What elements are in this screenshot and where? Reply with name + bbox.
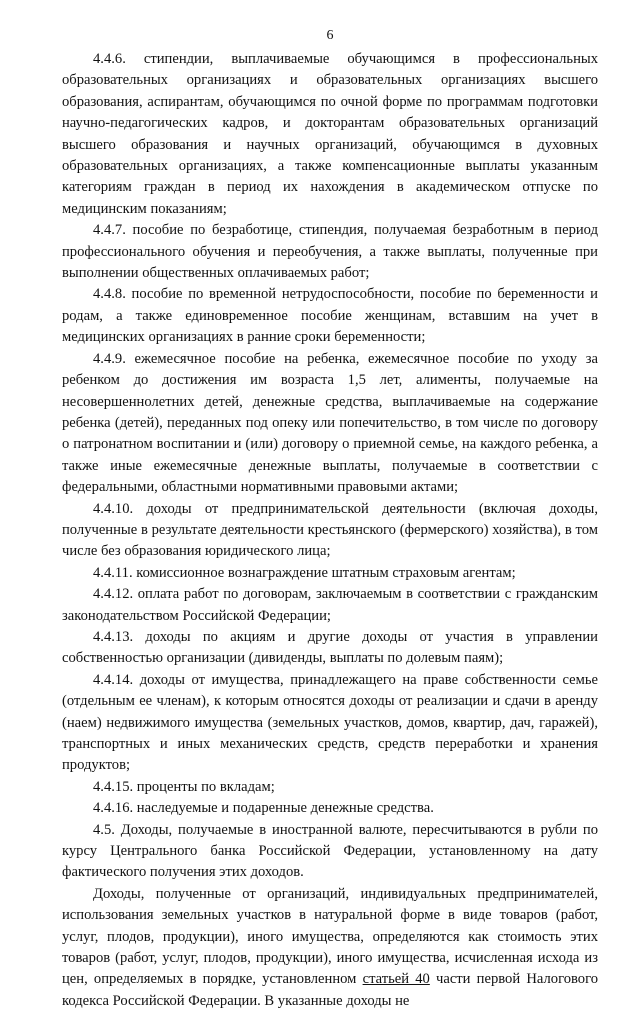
paragraph-natural-income — [62, 884, 598, 1012]
paragraph-4-4-16: 4.4.16. наследуемые и подаренные денежные средства. — [93, 800, 434, 817]
paragraph-4-4-8: 4.4.8. пособие по временной нетрудоспособности, пособие по беременности и родам, а также единовременное пособие женщинам, вставшим на учет в медицинских организациях в ранние сроки беременности; — [62, 286, 598, 346]
paragraph-4-4-11: 4.4.11. комиссионное вознаграждение штатным страховым агентам; — [93, 564, 516, 581]
paragraph-4-4-14: 4.4.14. доходы от имущества, принадлежащего на праве собственности семье (отдельным ее членам), к которым относятся доходы от реализации и сдачи в аренду (наем) недвижимого имущества (земельных участков, домов, квартир, дач, гаражей), транспортных и иных механических средств, средств переработки и хранения продуктов; — [62, 671, 598, 774]
paragraph-4-4-9: 4.4.9. ежемесячное пособие на ребенка, ежемесячное пособие по уходу за ребенком до достижения им возраста 1,5 лет, алименты, получаемые на несовершеннолетних детей, денежные средства, выплачиваемые на содержание ребенка (детей), переданных под опеку или попечительство, в том числе по договору о патронатном воспитании и (или) договору о приемной семье, на каждого ребенка, а также иные ежемесячные денежные выплаты, получаемые в соответствии с федеральными, областными нормативными правовыми актами; — [62, 350, 598, 496]
tax-code-article-link[interactable]: статьей 40 — [362, 971, 430, 988]
paragraph-4-4-7: 4.4.7. пособие по безработице, стипендия, получаемая безработным в период профессионального обучения и переобучения, а также выплаты, полученные при выполнении общественных оплачиваемых работ; — [62, 222, 598, 282]
paragraph-4-4-6: 4.4.6. стипендии, выплачиваемые обучающимся в профессиональных образовательных организациях и образовательных организациях высшего образования, аспирантам, обучающимся по очной форме по программам подготовки научно-педагогических кадров, и докторантам образовательных организаций высшего образования и научных организаций, обучающимся в духовных образовательных организациях, а также компенсационные выплаты указанным категориям граждан в период их нахождения в академическом отпуске по медицинским показаниям; — [62, 51, 598, 217]
paragraph-4-4-15: 4.4.15. проценты по вкладам; — [93, 778, 275, 795]
paragraph-text-before-link: Доходы, полученные от организаций, индивидуальных предпринимателей, использования земельных участков в натуральной форме в виде товаров (работ, услуг, плодов, продукции), иного имущества, определяются как стоимость этих товаров (работ, услуг, плодов, продукции), иного имущества, исчисленная исхода из цен, определяемых в порядке, установленном — [62, 885, 598, 988]
page-number: 6 — [326, 28, 334, 43]
paragraph-4-4-10: 4.4.10. доходы от предпринимательской деятельности (включая доходы, полученные в результате деятельности крестьянского (фермерского) хозяйства), в том числе без образования юридического лица; — [62, 500, 598, 560]
paragraph-4-4-13: 4.4.13. доходы по акциям и другие доходы от участия в управлении собственностью организации (дивиденды, выплаты по долевым паям); — [62, 628, 598, 667]
paragraph-4-4-12: 4.4.12. оплата работ по договорам, заключаемым в соответствии с гражданским законодательством Российской Федерации; — [62, 586, 598, 624]
paragraph-4-5: 4.5. Доходы, получаемые в иностранной валюте, пересчитываются в рубли по курсу Центрального банка Российской Федерации, установленному на дату фактического получения этих доходов. — [62, 821, 598, 881]
paragraph-text-after-link: части первой Налогового кодекса Российской Федерации. В указанные доходы не — [62, 971, 598, 1009]
